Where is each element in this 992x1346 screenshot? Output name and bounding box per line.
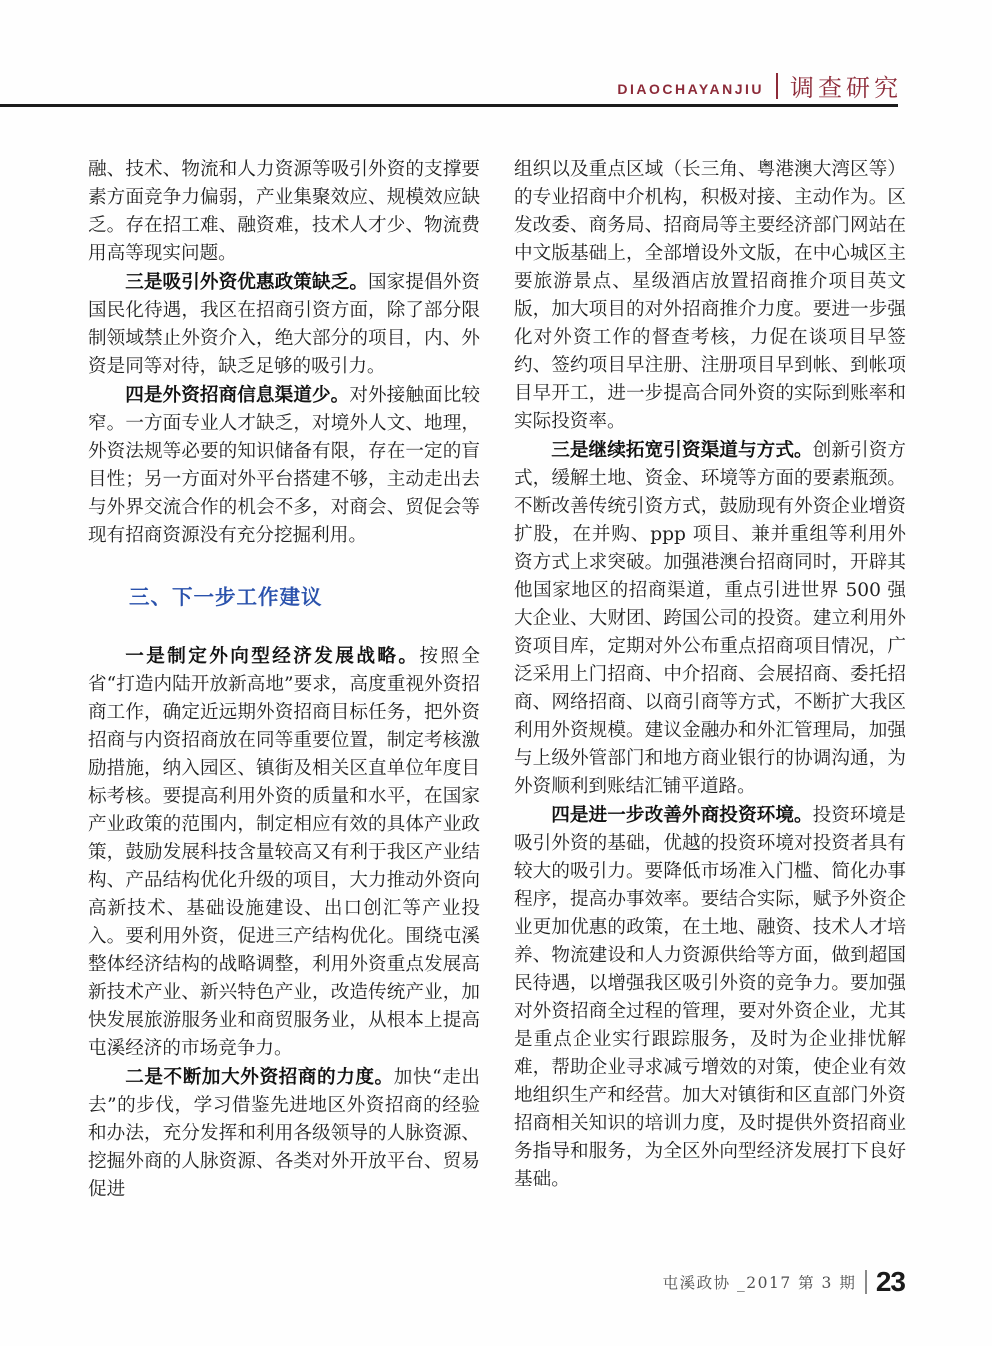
- header-divider: [776, 73, 778, 99]
- paragraph-lead: 三是吸引外资优惠政策缺乏。: [125, 271, 368, 292]
- paragraph-lead: 二是不断加大外资招商的力度。: [125, 1066, 394, 1087]
- journal-info: 屯溪政协 _2017 第 3 期: [662, 1274, 857, 1292]
- paragraph-lead: 一是制定外向型经济发展战略。: [125, 645, 420, 666]
- paragraph: [88, 156, 480, 268]
- paragraph: [514, 436, 906, 801]
- column-right: [514, 156, 906, 1204]
- paragraph: [88, 642, 480, 1063]
- paragraph-text: 组织以及重点区域（长三角、粤港澳大湾区等）的专业招商中介机构，积极对接、主动作为。区发改委、商务局、招商局等主要经济部门网站在中文版基础上，全部增设外文版，在中心城区主要旅游景点、星级酒店放置招商推介项目英文版，加大项目的对外招商推介力度。要进一步强化对外资工作的督查考核，力促在谈项目早签约、签约项目早注册、注册项目早到帐、到帐项目早开工，进一步提高合同外资的实际到账率和实际投资率。: [514, 159, 906, 432]
- paragraph: [88, 381, 480, 550]
- article-body: [88, 156, 906, 1204]
- footer-divider: [865, 1270, 867, 1294]
- paragraph-lead: 四是外资招商信息渠道少。: [125, 384, 350, 405]
- paragraph-text: 融、技术、物流和人力资源等吸引外资的支撑要素方面竞争力偏弱，产业集聚效应、规模效应缺乏。存在招工难、融资难，技术人才少、物流费用高等现实问题。: [88, 159, 480, 264]
- page-header: [617, 68, 902, 103]
- paragraph-text: 创新引资方式，缓解土地、资金、环境等方面的要素瓶颈。不断改善传统引资方式，鼓励现有外资企业增资扩股，在并购、ppp 项目、兼并重组等利用外资方式上求突破。加强港澳台招商同时，开辟其他国家地区的招商渠道，重点引进世界 500 强大企业、大财团、跨国公司的投资。建立利用外资项目库，定期对外公布重点招商项目情况，广泛采用上门招商、中介招商、会展招商、委托招商、网络招商、以商引商等方式，不断扩大我区利用外资规模。建议金融办和外汇管理局，加强与上级外管部门和地方商业银行的协调沟通，为外资顺利到账结汇铺平道路。: [514, 440, 906, 797]
- page-footer: [663, 1266, 905, 1298]
- journal-title-pinyin: DIAOCHAYANJIU: [617, 80, 764, 97]
- paragraph: [514, 801, 906, 1194]
- paragraph-text: 对外接触面比较窄。一方面专业人才缺乏，对境外人文、地理，外资法规等必要的知识储备有限，存在一定的盲目性；另一方面对外平台搭建不够，主动走出去与外界交流合作的机会不多，对商会、贸促会等现有招商资源没有充分挖掘利用。: [88, 385, 480, 546]
- header-rule: [0, 104, 898, 107]
- section-heading: 三、下一步工作建议: [129, 586, 323, 609]
- paragraph-text: 国家提倡外资国民化待遇，我区在招商引资方面，除了部分限制领域禁止外资介入，绝大部分的项目，内、外资是同等对待，缺乏足够的吸引力。: [88, 272, 480, 377]
- paragraph: [514, 156, 906, 436]
- paragraph-text: 加快“走出去”的步伐，学习借鉴先进地区外资招商的经验和办法，充分发挥和利用各级领导的人脉资源、挖掘外商的人脉资源、各类对外开放平台、贸易促进: [88, 1067, 480, 1200]
- column-left: [88, 156, 480, 1204]
- page-number: 23: [875, 1266, 905, 1297]
- paragraph-text: 投资环境是吸引外资的基础，优越的投资环境对投资者具有较大的吸引力。要降低市场准入门槛、简化办事程序，提高办事效率。要结合实际，赋予外资企业更加优惠的政策，在土地、融资、技术人才培养、物流建设和人力资源供给等方面，做到超国民待遇，以增强我区吸引外资的竞争力。要加强对外资招商全过程的管理，要对外资企业，尤其是重点企业实行跟踪服务，及时为企业排忧解难，帮助企业寻求减亏增效的对策，使企业有效地组织生产和经营。加大对镇街和区直部门外资招商相关知识的培训力度，及时提供外资招商业务指导和服务，为全区外向型经济发展打下良好基础。: [514, 805, 906, 1190]
- paragraph: [88, 1063, 480, 1204]
- paragraph-lead: 四是进一步改善外商投资环境。: [551, 804, 813, 825]
- paragraph: [88, 268, 480, 381]
- paragraph-lead: 三是继续拓宽引资渠道与方式。: [551, 439, 813, 460]
- paragraph-text: 按照全省“打造内陆开放新高地”要求，高度重视外资招商工作，确定近远期外资招商目标任务，把外资招商与内资招商放在同等重要位置，制定考核激励措施，纳入园区、镇街及相关区直单位年度目标考核。要提高利用外资的质量和水平，在国家产业政策的范围内，制定相应有效的具体产业政策，鼓励发展科技含量较高又有利于我区产业结构、产品结构优化升级的项目，大力推动外资向高新技术、基础设施建设、出口创汇等产业投入。要利用外资，促进三产结构优化。围绕屯溪整体经济结构的战略调整，利用外资重点发展高新技术产业、新兴特色产业，改造传统产业，加快发展旅游服务业和商贸服务业，从根本上提高屯溪经济的市场竞争力。: [88, 646, 480, 1059]
- journal-section-title: 调查研究: [790, 74, 902, 102]
